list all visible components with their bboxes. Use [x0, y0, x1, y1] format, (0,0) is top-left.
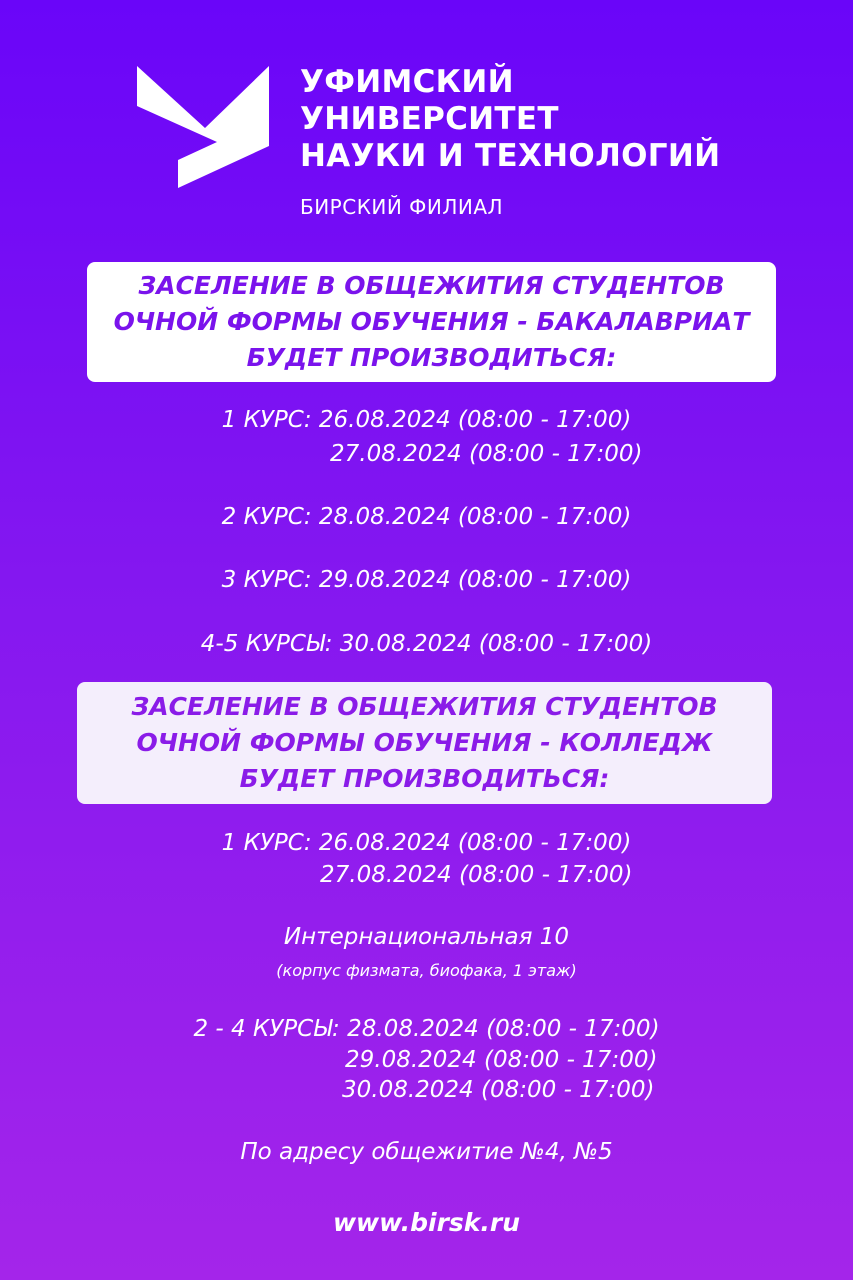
bachelor-heading-line-1: ЗАСЕЛЕНИЕ В ОБЩЕЖИТИЯ СТУДЕНТОВ — [138, 271, 725, 300]
college-address-2: По адресу общежитие №4, №5 — [240, 1139, 613, 1165]
college-heading-panel — [77, 682, 772, 804]
college-course-2-4-extra-1: 29.08.2024 (08:00 - 17:00) — [345, 1047, 658, 1073]
college-course-1-extra: 27.08.2024 (08:00 - 17:00) — [320, 862, 633, 888]
branch-name: БИРСКИЙ ФИЛИАЛ — [300, 195, 504, 219]
bachelor-course-1-extra: 27.08.2024 (08:00 - 17:00) — [330, 441, 643, 467]
bachelor-course-3: 3 КУРС: 29.08.2024 (08:00 - 17:00) — [221, 567, 632, 593]
college-course-2-4: 2 - 4 КУРСЫ: 28.08.2024 (08:00 - 17:00) — [193, 1016, 660, 1042]
university-name-line-1: УФИМСКИЙ — [300, 64, 514, 100]
ufa-university-chevron-logo-icon — [137, 66, 273, 188]
university-name-line-2: УНИВЕРСИТЕТ — [300, 101, 559, 137]
bachelor-heading-line-2: ОЧНОЙ ФОРМЫ ОБУЧЕНИЯ - БАКАЛАВРИАТ — [113, 307, 750, 336]
bachelor-heading-line-3: БУДЕТ ПРОИЗВОДИТЬСЯ: — [246, 343, 617, 372]
college-heading-line-1: ЗАСЕЛЕНИЕ В ОБЩЕЖИТИЯ СТУДЕНТОВ — [131, 692, 718, 721]
bachelor-heading-panel — [87, 262, 776, 382]
bachelor-course-2: 2 КУРС: 28.08.2024 (08:00 - 17:00) — [221, 504, 632, 530]
university-name — [300, 64, 720, 175]
college-course-1: 1 КУРС: 26.08.2024 (08:00 - 17:00) — [221, 830, 632, 856]
college-heading-line-2: ОЧНОЙ ФОРМЫ ОБУЧЕНИЯ - КОЛЛЕДЖ — [136, 728, 713, 757]
university-name-line-3: НАУКИ И ТЕХНОЛОГИЙ — [300, 138, 721, 174]
bachelor-course-1: 1 КУРС: 26.08.2024 (08:00 - 17:00) — [221, 407, 632, 433]
college-course-2-4-extra-2: 30.08.2024 (08:00 - 17:00) — [342, 1077, 655, 1103]
college-address-1: Интернациональная 10 — [283, 924, 570, 950]
college-heading-line-3: БУДЕТ ПРОИЗВОДИТЬСЯ: — [239, 764, 610, 793]
bachelor-course-4-5: 4-5 КУРСЫ: 30.08.2024 (08:00 - 17:00) — [200, 631, 653, 657]
website-link[interactable]: www.birsk.ru — [332, 1208, 521, 1237]
college-address-1-note: (корпус физмата, биофака, 1 этаж) — [276, 961, 577, 980]
